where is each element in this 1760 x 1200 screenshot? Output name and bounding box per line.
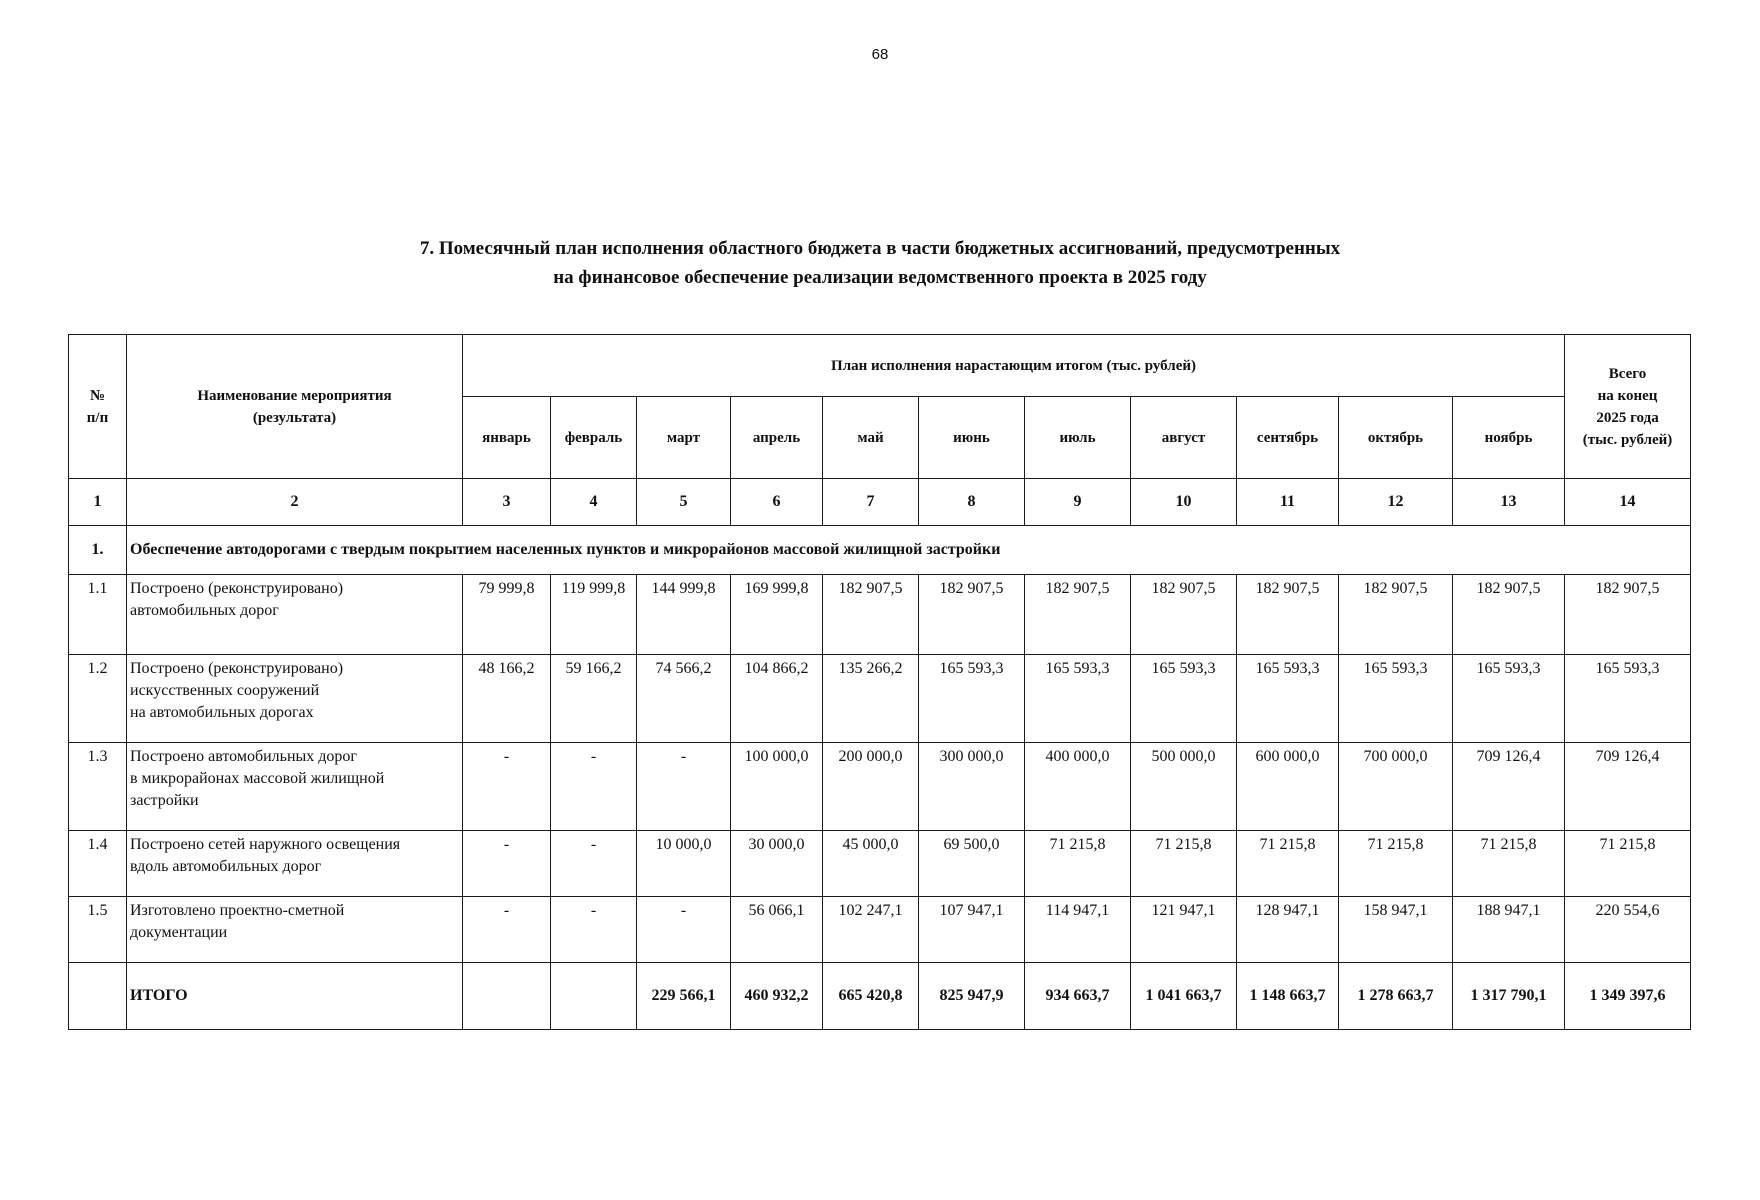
row-number: 1.1 <box>69 575 127 655</box>
header-month: май <box>823 397 919 479</box>
row-name-line: застройки <box>130 792 199 809</box>
row-name-line: на автомобильных дорогах <box>130 704 314 721</box>
row-name <box>127 743 463 831</box>
value-cell: 182 907,5 <box>1131 575 1237 655</box>
total-value-cell <box>463 963 551 1030</box>
value-cell: 165 593,3 <box>1565 655 1691 743</box>
document-title <box>200 234 1560 292</box>
row-name <box>127 831 463 897</box>
row-name-line: автомобильных дорог <box>130 602 279 619</box>
value-cell: 300 000,0 <box>919 743 1025 831</box>
section-row <box>69 526 1691 575</box>
value-cell: 48 166,2 <box>463 655 551 743</box>
value-cell: 71 215,8 <box>1339 831 1453 897</box>
header-month: июль <box>1025 397 1131 479</box>
value-cell: - <box>637 743 731 831</box>
value-cell: 165 593,3 <box>1339 655 1453 743</box>
header-row-top <box>69 335 1691 397</box>
value-cell: - <box>551 743 637 831</box>
header-month: август <box>1131 397 1237 479</box>
row-name-line: Изготовлено проектно-сметной <box>130 902 345 919</box>
value-cell: 182 907,5 <box>1237 575 1339 655</box>
value-cell: 59 166,2 <box>551 655 637 743</box>
value-cell: 30 000,0 <box>731 831 823 897</box>
total-value-cell: 1 349 397,6 <box>1565 963 1691 1030</box>
value-cell: 188 947,1 <box>1453 897 1565 963</box>
header-month: октябрь <box>1339 397 1453 479</box>
header-month: февраль <box>551 397 637 479</box>
value-cell: 165 593,3 <box>1453 655 1565 743</box>
total-row <box>69 963 1691 1030</box>
total-value-cell: 665 420,8 <box>823 963 919 1030</box>
total-value-cell: 460 932,2 <box>731 963 823 1030</box>
value-cell: 74 566,2 <box>637 655 731 743</box>
value-cell: 79 999,8 <box>463 575 551 655</box>
row-number: 1.2 <box>69 655 127 743</box>
header-month: ноябрь <box>1453 397 1565 479</box>
total-value-cell: 1 148 663,7 <box>1237 963 1339 1030</box>
section-number: 1. <box>69 526 127 575</box>
value-cell: - <box>463 831 551 897</box>
header-month: январь <box>463 397 551 479</box>
value-cell: 165 593,3 <box>919 655 1025 743</box>
value-cell: 700 000,0 <box>1339 743 1453 831</box>
total-label: ИТОГО <box>127 963 463 1030</box>
column-number: 11 <box>1237 479 1339 526</box>
value-cell: 71 215,8 <box>1453 831 1565 897</box>
value-cell: 71 215,8 <box>1565 831 1691 897</box>
column-number: 3 <box>463 479 551 526</box>
header-name: Наименование мероприятия (результата) <box>127 335 463 479</box>
column-number: 5 <box>637 479 731 526</box>
total-value-cell: 934 663,7 <box>1025 963 1131 1030</box>
value-cell: 220 554,6 <box>1565 897 1691 963</box>
row-name-line: Построено (реконструировано) <box>130 660 344 677</box>
value-cell: 182 907,5 <box>823 575 919 655</box>
row-name <box>127 575 463 655</box>
value-cell: 158 947,1 <box>1339 897 1453 963</box>
section-title: Обеспечение автодорогами с твердым покрытием населенных пунктов и микрорайонов массовой жилищной застройки <box>127 526 1691 575</box>
page-number: 68 <box>871 46 889 63</box>
value-cell: 165 593,3 <box>1025 655 1131 743</box>
value-cell: 121 947,1 <box>1131 897 1237 963</box>
row-number: 1.5 <box>69 897 127 963</box>
value-cell: 169 999,8 <box>731 575 823 655</box>
value-cell: 182 907,5 <box>919 575 1025 655</box>
header-month: март <box>637 397 731 479</box>
row-name-line: Построено (реконструировано) <box>130 580 344 597</box>
table-row <box>69 743 1691 831</box>
column-number: 4 <box>551 479 637 526</box>
title-line-1: 7. Помесячный план исполнения областного бюджета в части бюджетных ассигнований, предусмотренных <box>419 238 1341 259</box>
table-row <box>69 655 1691 743</box>
value-cell: 600 000,0 <box>1237 743 1339 831</box>
row-name-line: Построено автомобильных дорог <box>130 748 357 765</box>
title-line-2: на финансовое обеспечение реализации ведомственного проекта в 2025 году <box>553 267 1207 288</box>
value-cell: 144 999,8 <box>637 575 731 655</box>
value-cell: 182 907,5 <box>1339 575 1453 655</box>
value-cell: 71 215,8 <box>1025 831 1131 897</box>
column-number-row <box>69 479 1691 526</box>
value-cell: 71 215,8 <box>1237 831 1339 897</box>
header-total: Всего на конец 2025 года (тыс. рублей) <box>1565 335 1691 479</box>
column-number: 8 <box>919 479 1025 526</box>
column-number: 14 <box>1565 479 1691 526</box>
column-number: 13 <box>1453 479 1565 526</box>
total-value-cell: 1 278 663,7 <box>1339 963 1453 1030</box>
total-value-cell <box>551 963 637 1030</box>
column-number: 9 <box>1025 479 1131 526</box>
value-cell: 107 947,1 <box>919 897 1025 963</box>
column-number: 1 <box>69 479 127 526</box>
data-rows <box>69 575 1691 963</box>
row-name-line: в микрорайонах массовой жилищной <box>130 770 385 787</box>
value-cell: - <box>551 831 637 897</box>
value-cell: 114 947,1 <box>1025 897 1131 963</box>
column-number: 7 <box>823 479 919 526</box>
value-cell: 709 126,4 <box>1565 743 1691 831</box>
value-cell: 182 907,5 <box>1565 575 1691 655</box>
row-number: 1.3 <box>69 743 127 831</box>
row-name-line: документации <box>130 924 228 941</box>
value-cell: 10 000,0 <box>637 831 731 897</box>
value-cell: 71 215,8 <box>1131 831 1237 897</box>
total-value-cell: 229 566,1 <box>637 963 731 1030</box>
header-month: июнь <box>919 397 1025 479</box>
value-cell: 709 126,4 <box>1453 743 1565 831</box>
value-cell: 182 907,5 <box>1453 575 1565 655</box>
value-cell: 119 999,8 <box>551 575 637 655</box>
value-cell: - <box>551 897 637 963</box>
value-cell: 100 000,0 <box>731 743 823 831</box>
row-number: 1.4 <box>69 831 127 897</box>
value-cell: - <box>463 743 551 831</box>
table-row <box>69 831 1691 897</box>
value-cell: 500 000,0 <box>1131 743 1237 831</box>
value-cell: 45 000,0 <box>823 831 919 897</box>
row-name-line: искусственных сооружений <box>130 682 320 699</box>
budget-plan-table <box>68 334 1691 1030</box>
row-name-line: вдоль автомобильных дорог <box>130 858 322 875</box>
value-cell: 104 866,2 <box>731 655 823 743</box>
column-number: 2 <box>127 479 463 526</box>
total-value-cell: 825 947,9 <box>919 963 1025 1030</box>
table-row <box>69 575 1691 655</box>
value-cell: - <box>463 897 551 963</box>
header-num: № п/п <box>69 335 127 479</box>
value-cell: 69 500,0 <box>919 831 1025 897</box>
value-cell: 200 000,0 <box>823 743 919 831</box>
value-cell: 128 947,1 <box>1237 897 1339 963</box>
value-cell: 102 247,1 <box>823 897 919 963</box>
header-month: сентябрь <box>1237 397 1339 479</box>
value-cell: 182 907,5 <box>1025 575 1131 655</box>
table-row <box>69 897 1691 963</box>
header-month: апрель <box>731 397 823 479</box>
column-number: 12 <box>1339 479 1453 526</box>
row-name-line: Построено сетей наружного освещения <box>130 836 401 853</box>
value-cell: - <box>637 897 731 963</box>
row-name <box>127 655 463 743</box>
total-value-cell: 1 317 790,1 <box>1453 963 1565 1030</box>
value-cell: 400 000,0 <box>1025 743 1131 831</box>
value-cell: 165 593,3 <box>1131 655 1237 743</box>
header-plan: План исполнения нарастающим итогом (тыс. рублей) <box>463 335 1565 397</box>
column-number: 10 <box>1131 479 1237 526</box>
total-value-cell: 1 041 663,7 <box>1131 963 1237 1030</box>
row-name <box>127 897 463 963</box>
value-cell: 165 593,3 <box>1237 655 1339 743</box>
value-cell: 56 066,1 <box>731 897 823 963</box>
value-cell: 135 266,2 <box>823 655 919 743</box>
total-num-cell <box>69 963 127 1030</box>
column-number: 6 <box>731 479 823 526</box>
